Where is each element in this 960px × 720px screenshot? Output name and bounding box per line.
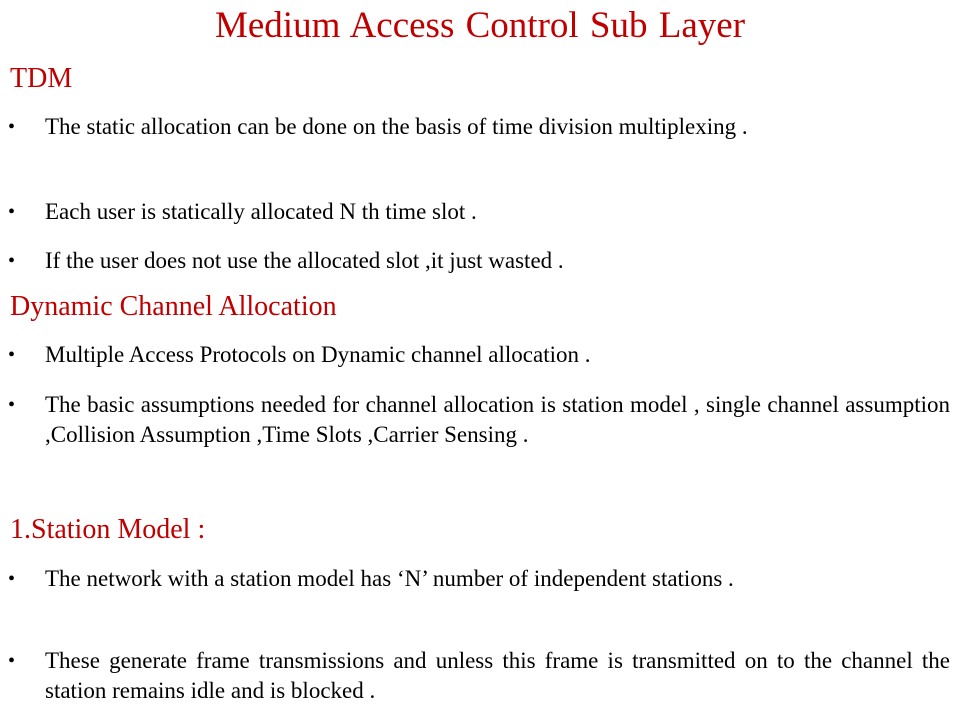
list-item [8, 112, 950, 142]
list-item [8, 246, 950, 276]
bullet-text: The static allocation can be done on the basis of time division multiplexing . [45, 114, 748, 139]
bullet-icon: • [8, 650, 16, 672]
list-item [8, 340, 950, 370]
bullet-icon: • [8, 568, 16, 590]
bullet-icon: • [8, 201, 16, 223]
bullet-icon: • [8, 344, 16, 366]
bullet-icon: • [8, 250, 16, 272]
bullet-text: If the user does not use the allocated slot ,it just wasted . [45, 248, 564, 273]
bullet-text: These generate frame transmissions and unless this frame is transmitted on to the channel the station remains idle and is blocked . [45, 648, 950, 703]
bullet-text: The basic assumptions needed for channel allocation is station model , single channel assumption ,Collision Assumption ,Time Slots ,Carrier Sensing . [45, 392, 950, 447]
list-item [8, 197, 950, 227]
list-item [8, 390, 950, 450]
section-heading-station-model: 1.Station Model : [10, 514, 206, 545]
bullet-icon: • [8, 394, 16, 416]
bullet-icon: • [8, 116, 16, 138]
list-item [8, 564, 950, 594]
section-heading-tdm: TDM [10, 63, 73, 94]
list-item [8, 646, 950, 706]
bullet-text: Each user is statically allocated N th time slot . [45, 199, 477, 224]
bullet-text: The network with a station model has ‘N’ number of independent stations . [45, 566, 734, 591]
bullet-text: Multiple Access Protocols on Dynamic channel allocation . [45, 342, 591, 367]
slide-title: Medium Access Control Sub Layer [214, 5, 746, 46]
section-heading-dynamic-channel-allocation: Dynamic Channel Allocation [10, 291, 337, 322]
